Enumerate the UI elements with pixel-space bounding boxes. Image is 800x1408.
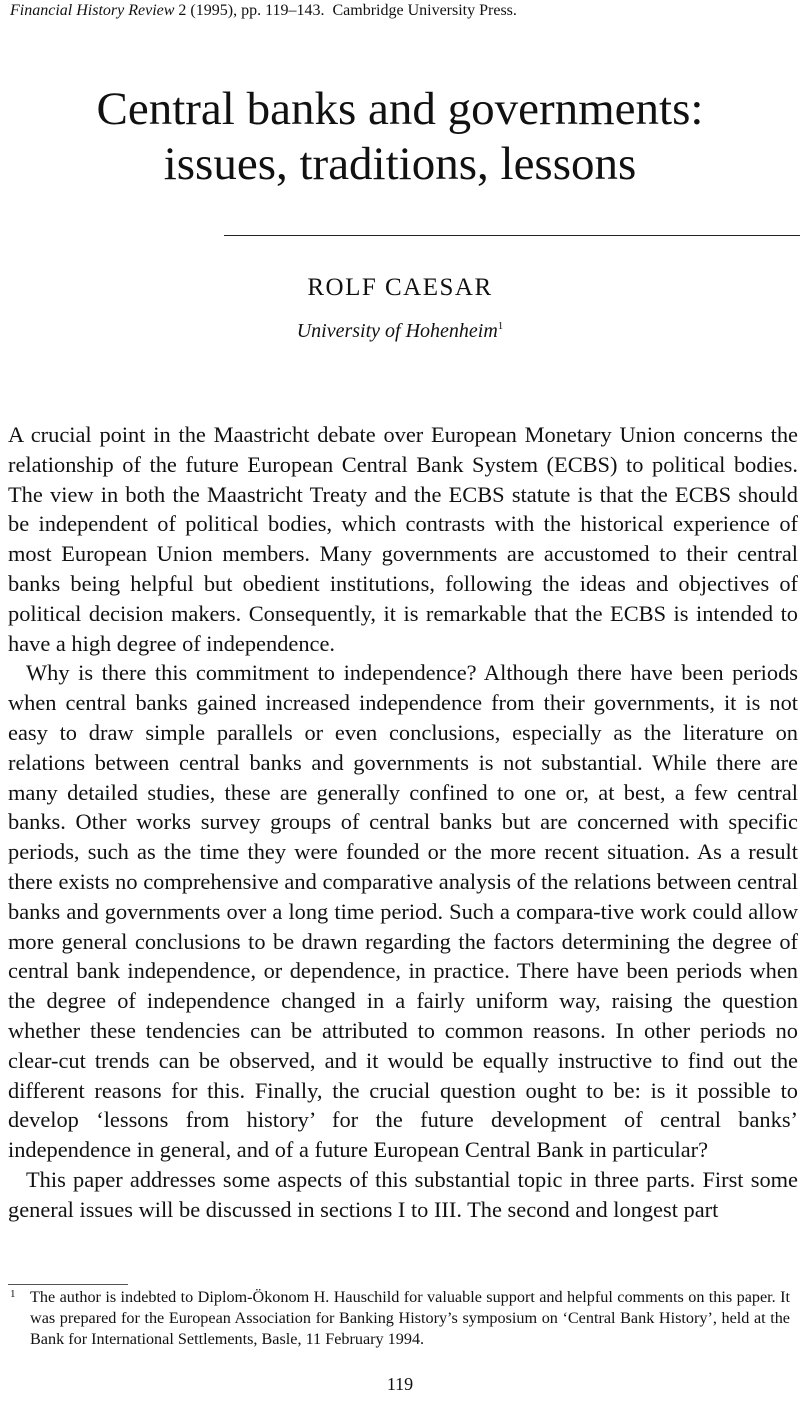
- footnote: [10, 1287, 790, 1349]
- title-line-1: Central banks and governments:: [96, 83, 704, 135]
- author-name: ROLF CAESAR: [307, 274, 493, 301]
- footnote-mark: 1: [10, 1288, 16, 1300]
- paragraph: This paper addresses some aspects of this substantial topic in three parts. First some general issues will be discussed in sections I to III. The second and longest part: [8, 1166, 798, 1222]
- page-number: 119: [386, 1374, 414, 1394]
- footnote-reference[interactable]: 1: [497, 320, 504, 332]
- author-affiliation: [0, 314, 800, 343]
- publisher: Cambridge University Press.: [332, 2, 517, 19]
- paragraph: A crucial point in the Maastricht debate over European Monetary Union concerns the relationship of the future European Central Bank System (ECBS) to political bodies. The view in both the Maastricht Treaty and the ECBS statute is that the ECBS should be independent of political bodies, which contrasts with the historical experience of most European Union members. Many governments are accustomed to their central banks being helpful but obedient institutions, following the ideas and objectives of political decision makers. Consequently, it is remarkable that the ECBS is intended to have a high degree of independence.: [8, 422, 798, 656]
- running-header: [10, 1, 517, 21]
- article-body: [8, 420, 798, 1225]
- article-title: [0, 82, 800, 192]
- footnote-divider: [8, 1284, 128, 1285]
- footnote-text: The author is indebted to Diplom-Ökonom H. Hauschild for valuable support and helpful comments on this paper. It was prepared for the European Association for Banking History’s symposium on ‘Central Bank History’, held at the Bank for International Settlements, Basle, 11 February 1994.: [30, 1288, 790, 1348]
- paragraph: Why is there this commitment to independence? Although there have been periods when central banks gained increased independence from their governments, it is not easy to draw simple parallels or even conclusions, especially as the literature on relations between central banks and governments is not substantial. While there are many detailed studies, these are generally confined to one or, at best, a few central banks. Other works survey groups of central banks but are concerned with specific periods, such as the time they were founded or the more recent situation. As a result there exists no comprehensive and comparative analysis of the relations between central banks and governments over a long time period. Such a compara-tive work could allow more general conclusions to be drawn regarding the factors determining the degree of central bank independence, or dependence, in practice. There have been periods when the degree of independence changed in a fairly uniform way, raising the question whether these tendencies can be attributed to common reasons. In other periods no clear-cut trends can be observed, and it would be equally instructive to find out the different reasons for this. Finally, the crucial question ought to be: is it possible to develop ‘lessons from history’ for the future development of central banks’ independence in general, and of a future European Central Bank in particular?: [8, 660, 798, 1163]
- title-rule: [224, 235, 800, 236]
- title-line-2: issues, traditions, lessons: [163, 138, 637, 190]
- journal-name: Financial History Review: [10, 2, 175, 19]
- affiliation-text: University of Hohenheim: [296, 320, 498, 342]
- citation: 2 (1995), pp. 119–143.: [178, 2, 325, 19]
